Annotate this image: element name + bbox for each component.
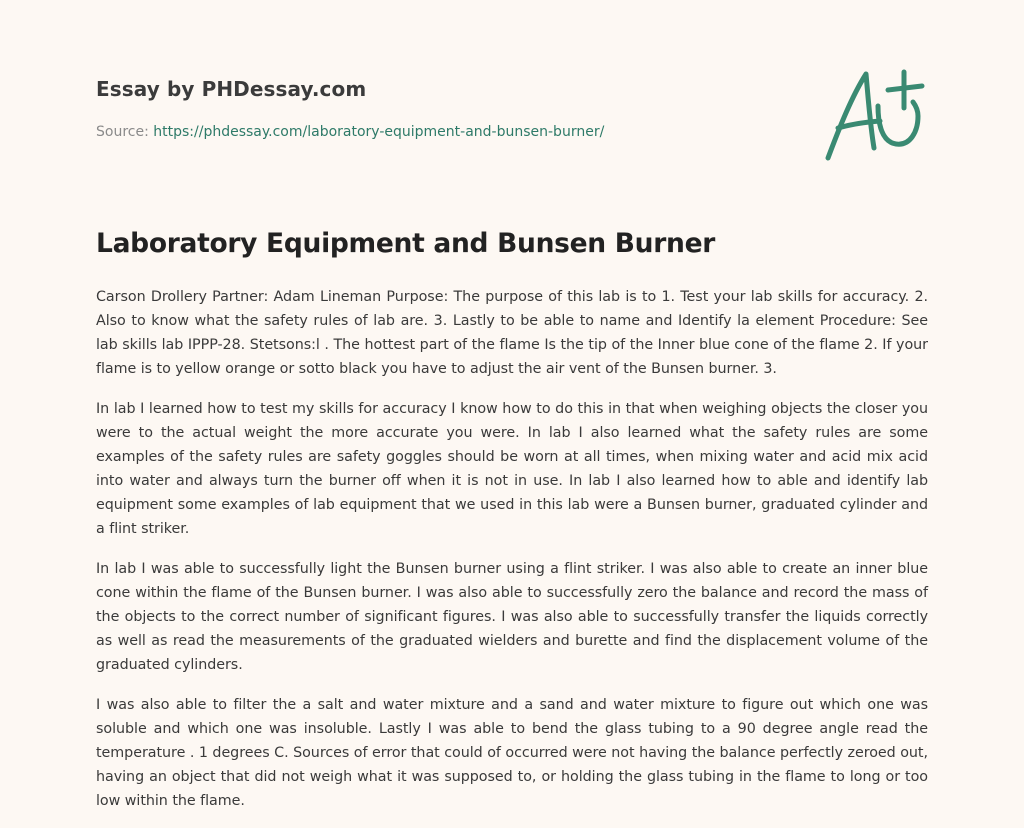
- source-line: [96, 122, 796, 142]
- a-plus-logo-icon: [818, 66, 930, 166]
- page-title: Laboratory Equipment and Bunsen Burner: [96, 228, 716, 259]
- essay-paragraph: I was also able to filter the a salt and water mixture and a sand and water mixture to figure out which one was soluble and which one was insoluble. Lastly I was able to bend the glass tubing to a 90 degree angle read the temperature . 1 degrees C. Sources of error that could of occurred were not having the balance perfectly zeroed out, having an object that did not weigh what it was supposed to, or holding the glass tubing in the flame to long or too low within the flame.: [96, 697, 928, 809]
- essay-body: [96, 285, 928, 828]
- brand-title: Essay by PHDessay.com: [96, 77, 367, 101]
- essay-paragraph: In lab I learned how to test my skills for accuracy I know how to do this in that when weighing objects the closer you were to the actual weight the more accurate you were. In lab I also learned what the safety rules are some examples of the safety rules are safety goggles should be worn at all times, when mixing water and acid mix acid into water and always turn the burner off when it is not in use. In lab I also learned how to able and identify lab equipment some examples of lab equipment that we used in this lab were a Bunsen burner, graduated cylinder and a flint striker.: [96, 401, 928, 537]
- source-link[interactable]: https://phdessay.com/laboratory-equipment-and-bunsen-burner/: [153, 124, 605, 140]
- page-header: [96, 74, 796, 142]
- source-label: Source:: [96, 124, 149, 140]
- essay-paragraph: In lab I was able to successfully light the Bunsen burner using a flint striker. I was also able to create an inner blue cone within the flame of the Bunsen burner. I was also able to successfully zero the balance and record the mass of the objects to the correct number of significant figures. I was also able to successfully transfer the liquids correctly as well as read the measurements of the graduated wielders and burette and find the displacement volume of the graduated cylinders.: [96, 561, 928, 673]
- essay-paragraph: Carson Drollery Partner: Adam Lineman Purpose: The purpose of this lab is to 1. Test your lab skills for accuracy. 2. Also to know what the safety rules of lab are. 3. Lastly to be able to name and Identify la element Procedure: See lab skills lab IPPP-28. Stetsons:l . The hottest part of the flame Is the tip of the Inner blue cone of the flame 2. If your flame is to yellow orange or sotto black you have to adjust the air vent of the Bunsen burner. 3.: [96, 289, 928, 377]
